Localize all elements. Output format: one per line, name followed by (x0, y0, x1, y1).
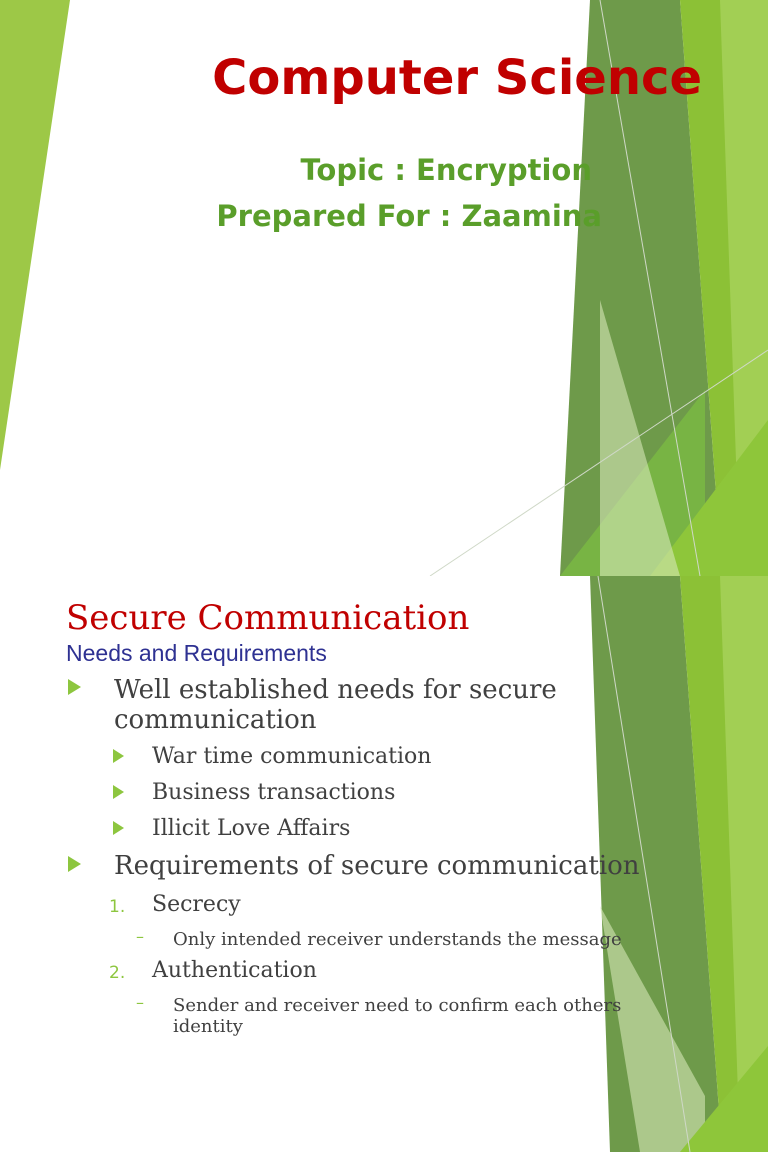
bullet-arrow-icon (113, 821, 124, 835)
presentation-title: Computer Science (212, 50, 702, 106)
bullet-arrow-icon (68, 679, 81, 695)
requirement-item: Secrecy (152, 892, 241, 917)
slide-title: Secure Communication (66, 598, 470, 638)
bullet-arrow-icon (68, 856, 81, 872)
requirement-item: Authentication (152, 958, 317, 983)
requirement-detail: Only intended receiver understands the message (173, 929, 622, 950)
list-number: 2. (109, 963, 126, 983)
need-item: Business transactions (152, 780, 396, 805)
bullet-arrow-icon (113, 749, 124, 763)
bullet-needs-continued: communication (114, 705, 317, 735)
prepared-for-line: Prepared For : Zaamina (216, 199, 602, 233)
content-slide (0, 576, 768, 1152)
topic-line: Topic : Encryption (300, 153, 592, 187)
bullet-list (0, 576, 768, 1152)
need-item: War time communication (152, 744, 432, 769)
need-item: Illicit Love Affairs (152, 816, 351, 841)
requirement-detail-continued: identity (173, 1016, 243, 1037)
dash-bullet-icon: – (136, 993, 144, 1012)
bullet-arrow-icon (113, 785, 124, 799)
list-number: 1. (109, 897, 126, 917)
requirement-detail: Sender and receiver need to confirm each others (173, 995, 622, 1016)
slide-subtitle: Needs and Requirements (66, 640, 327, 666)
dash-bullet-icon: – (136, 927, 144, 946)
bullet-requirements: Requirements of secure communication (114, 851, 640, 881)
bullet-needs: Well established needs for secure (114, 675, 557, 705)
